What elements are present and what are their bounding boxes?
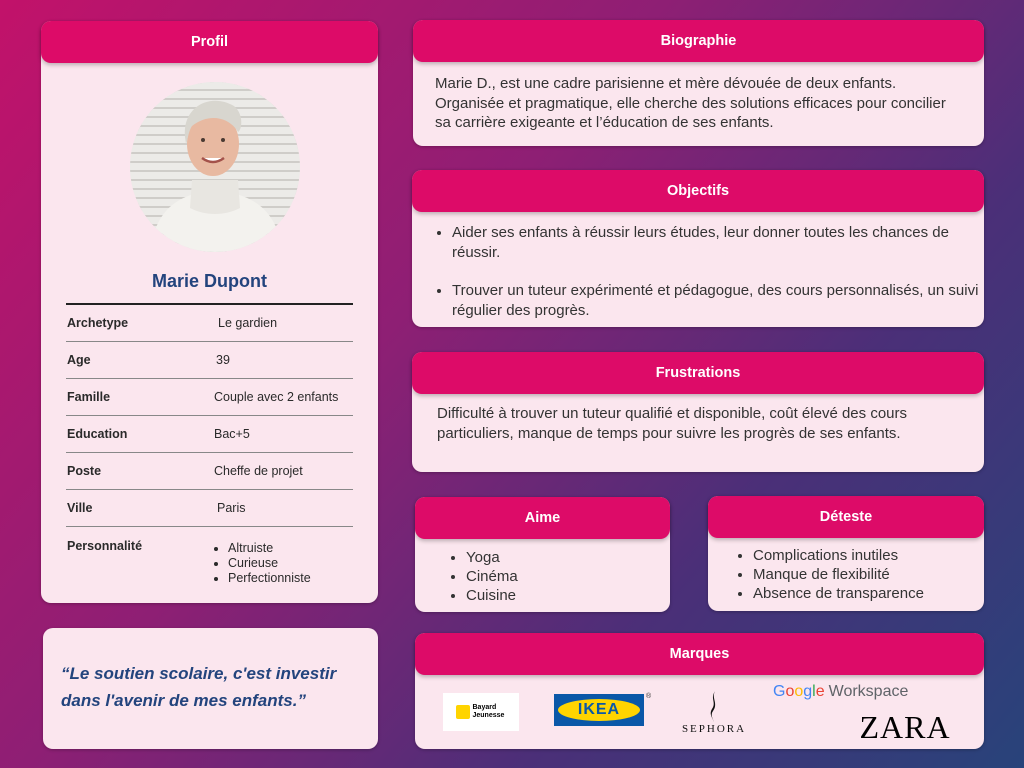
profile-card: [41, 21, 378, 603]
attr-row-famille: [66, 379, 353, 416]
ikea-logo: [554, 694, 644, 726]
list-item: • Manque de flexibilité: [753, 565, 924, 584]
attr-key: Famille: [67, 390, 111, 404]
attr-row-personnalite: [66, 527, 353, 597]
likes-list: [466, 548, 518, 605]
profile-avatar: [130, 82, 300, 252]
attr-key: Personnalité: [67, 539, 143, 553]
zara-logo: ZARA: [859, 708, 951, 745]
list-item: • Curieuse: [228, 556, 353, 571]
biography-card: [413, 20, 984, 146]
sephora-logo-text: SEPHORA: [681, 723, 747, 735]
personality-list: [228, 541, 353, 586]
list-item: • Cuisine: [466, 586, 518, 605]
attribute-table: [66, 303, 353, 597]
bayard-jeunesse-logo: [443, 693, 519, 731]
frustrations-card: [412, 352, 984, 472]
attr-value: Le gardien: [218, 316, 278, 330]
list-item: • Trouver un tuteur expérimenté et pédagogue, des cours personnalisés, un suivi régulier des progrès.: [452, 281, 982, 320]
sephora-flame-icon: [707, 689, 721, 723]
dislikes-list: [753, 546, 924, 603]
biography-header: Biographie: [413, 20, 984, 62]
google-logo-text: Google: [773, 683, 825, 700]
frustrations-header: Frustrations: [412, 352, 984, 394]
profile-name: Marie Dupont: [152, 271, 267, 291]
dislikes-card: [708, 496, 984, 611]
attr-key: Age: [67, 353, 91, 367]
list-item: • Perfectionniste: [228, 571, 353, 586]
attr-value: Paris: [217, 501, 246, 515]
objectives-list: [452, 223, 982, 339]
bayard-square-icon: [456, 705, 470, 719]
list-item: • Altruiste: [228, 541, 353, 556]
attr-key: Education: [67, 427, 128, 441]
attr-row-age: [66, 342, 353, 379]
ikea-logo-text: IKEA: [558, 699, 640, 721]
sephora-logo: [679, 683, 749, 741]
biography-text: Marie D., est une cadre parisienne et mère dévouée de deux enfants. Organisée et pragmatique, elle cherche des solutions efficaces pour concilier sa carrière exigeante et l’éducation de ses enfants.: [435, 75, 946, 131]
list-item: • Complications inutiles: [753, 546, 924, 565]
attr-value: Couple avec 2 enfants: [214, 390, 339, 404]
attr-row-poste: [66, 453, 353, 490]
likes-header: Aime: [415, 497, 670, 539]
attr-key: Archetype: [67, 316, 129, 330]
bayard-logo-text: Bayard Jeunesse: [472, 704, 505, 719]
quote-card: [43, 628, 378, 749]
objectives-header: Objectifs: [412, 170, 984, 212]
attr-value: Bac+5: [214, 427, 250, 441]
dislikes-header: Déteste: [708, 496, 984, 538]
ikea-registered-mark: ®: [646, 693, 652, 700]
attr-key: Ville: [67, 501, 93, 515]
brands-header: Marques: [415, 633, 984, 675]
likes-card: [415, 497, 670, 612]
attr-row-ville: [66, 490, 353, 527]
frustrations-text: Difficulté à trouver un tuteur qualifié et disponible, coût élevé des cours particuliers, manque de temps pour suivre les progrès de ses enfants.: [437, 405, 907, 442]
attr-key: Poste: [67, 464, 102, 478]
attr-row-education: [66, 416, 353, 453]
objectives-card: [412, 170, 984, 327]
list-item: • Absence de transparence: [753, 584, 924, 603]
profile-header: Profil: [41, 21, 378, 63]
quote-text: “Le soutien scolaire, c'est investir dans l'avenir de mes enfants.”: [61, 664, 337, 710]
workspace-logo-text: Workspace: [828, 683, 909, 700]
attr-value: Cheffe de projet: [214, 464, 303, 478]
list-item: • Cinéma: [466, 567, 518, 586]
attr-row-archetype: [66, 305, 353, 342]
attr-value: 39: [216, 353, 230, 367]
list-item: • Aider ses enfants à réussir leurs études, leur donner toutes les chances de réussir.: [452, 223, 982, 262]
brands-card: [415, 633, 984, 749]
google-workspace-logo: [773, 681, 913, 703]
list-item: • Yoga: [466, 548, 518, 567]
